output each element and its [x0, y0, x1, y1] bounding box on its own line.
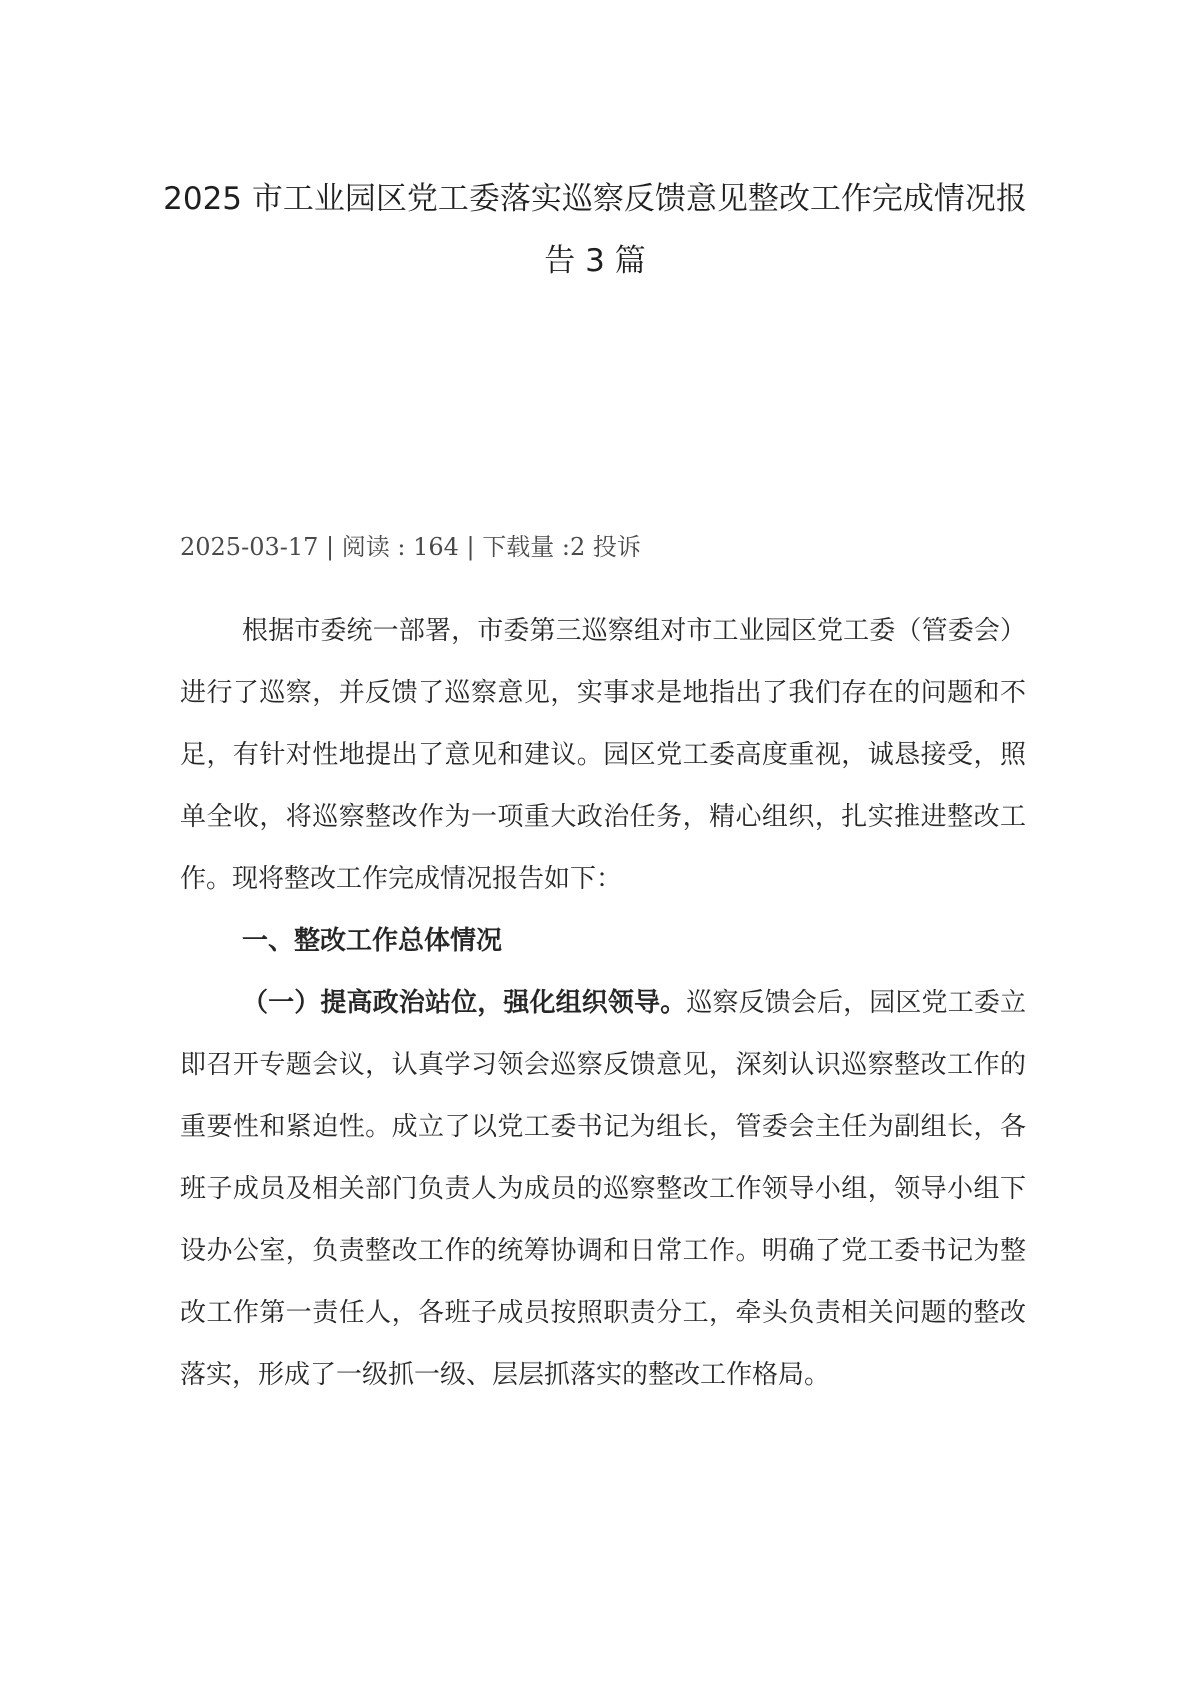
meta-separator: |: [318, 533, 342, 561]
subsection-lead: （一）提高政治站位，强化组织领导。: [242, 988, 687, 1018]
download-count-label: 下载量: [482, 533, 562, 561]
complaint-link[interactable]: 投诉: [585, 533, 641, 561]
publish-date: 2025-03-17: [180, 533, 319, 561]
meta-separator: |: [458, 533, 483, 561]
read-count-value: : 164: [397, 533, 459, 561]
download-count-value: :2: [561, 533, 586, 561]
read-count-label: 阅读: [341, 533, 398, 561]
subsection-paragraph: [180, 972, 1026, 1406]
subsection-body: 巡察反馈会后，园区党工委立即召开专题会议，认真学习领会巡察反馈意见，深刻认识巡察整改工作的重要性和紧迫性。成立了以党工委书记为组长，管委会主任为副组长，各班子成员及相关部门负责人为成员的巡察整改工作领导小组，领导小组下设办公室，负责整改工作的统筹协调和日常工作。明确了党工委书记为整改工作第一责任人，各班子成员按照职责分工，牵头负责相关问题的整改落实，形成了一级抓一级、层层抓落实的整改工作格局。: [180, 988, 1026, 1390]
section-heading: 一、整改工作总体情况: [242, 926, 503, 956]
document-title: 2025 市工业园区党工委落实巡察反馈意见整改工作完成情况报告 3 篇: [163, 181, 1027, 279]
document-meta: [180, 527, 641, 562]
intro-paragraph: 根据市委统一部署，市委第三巡察组对市工业园区党工委（管委会）进行了巡察，并反馈了巡察意见，实事求是地指出了我们存在的问题和不足，有针对性地提出了意见和建议。园区党工委高度重视，诚恳接受，照单全收，将巡察整改作为一项重大政治任务，精心组织，扎实推进整改工作。现将整改工作完成情况报告如下：: [180, 616, 1026, 894]
document-body: [180, 600, 1026, 1406]
